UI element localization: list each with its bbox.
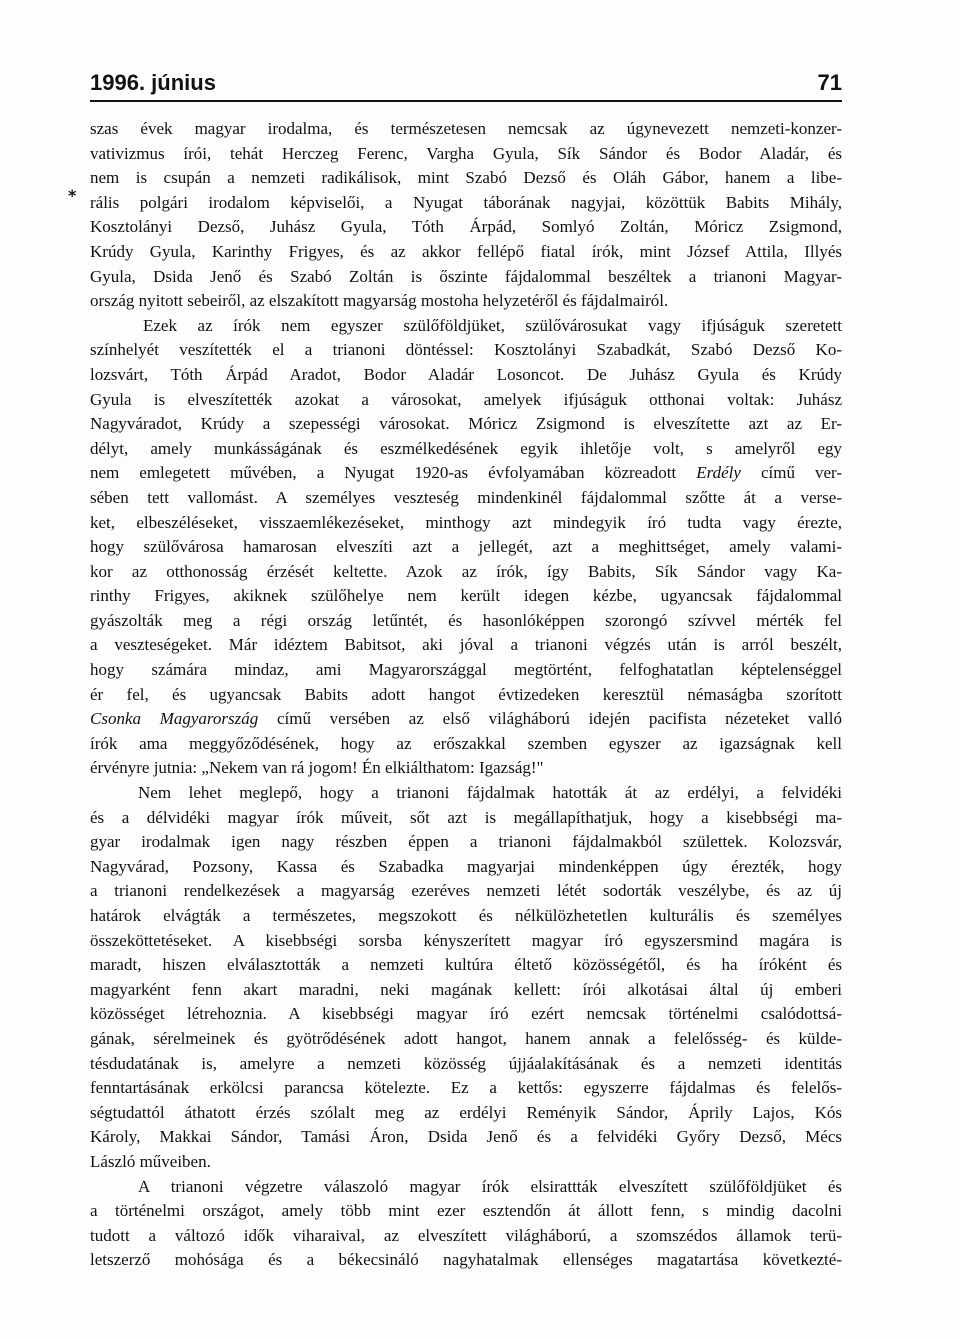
text-line: A trianoni végzetre válaszoló magyar írók elsirattták elveszített szülőföldjüket és xyxy=(138,1176,842,1196)
text-line: Károly, Makkai Sándor, Tamási Áron, Dsida Jenő és a felvidéki Győry Dezső, Mécs xyxy=(90,1127,842,1147)
text-line: határok elvágták a természetes, megszokott és nélkülözhetetlen kulturális és személyes xyxy=(90,906,842,925)
text-line: ket, elbeszéléseket, visszaemlékezéseket, minthogy azt mindegyik író tudta vagy érezte, xyxy=(90,512,842,532)
text-line: Krúdy Gyula, Karinthy Frigyes, és az akkor fellépő fiatal írók, mint József Attila, Illyés xyxy=(90,241,842,261)
text-line: fenntartásának erkölcsi parancsa kötelezte. Ez a kettős: egyszerre fájdalmas és felelős- xyxy=(90,1078,842,1098)
margin-mark: * xyxy=(68,186,77,205)
page-number: 71 xyxy=(817,70,842,95)
text-line: tésdudatának is, amelyre a nemzeti közösség újjáalakításának és a nemzeti identitás xyxy=(90,1053,842,1073)
text-line: Gyula is elveszítették azokat a városokat, amelyek ifjúságuk otthonai voltak: Juhász xyxy=(90,389,842,409)
text-line: kor az otthonosság érzését keltette. Azok az írók, így Babits, Sík Sándor vagy Ka- xyxy=(90,561,842,581)
body-text xyxy=(90,117,842,1273)
text-line: Nem lehet meglepő, hogy a trianoni fájdalmak hatották át az erdélyi, a felvidéki xyxy=(138,783,842,803)
text-line: a történelmi országot, amely több mint ezer esztendőn át állott fenn, s mindig dacolni xyxy=(90,1201,842,1221)
text-line: hogy számára mindaz, ami Magyarországgal megtörtént, felfoghatatlan képtelenséggel xyxy=(90,660,842,680)
text-line: nem emlegetett művében, a Nyugat 1920-as évfolyamában közreadott Erdély című ver- xyxy=(90,463,842,483)
text-line: maradt, hiszen elválasztották a nemzeti kultúra éltető közösségétől, és ha íróként és xyxy=(90,955,842,975)
text-line: színhelyét veszítették el a trianoni döntéssel: Kosztolányi Szabadkát, Szabó Dezső Ko- xyxy=(90,340,842,360)
text-line: Ezek az írók nem egyszer szülőföldjüket, szülővárosukat vagy ifjúságuk szeretett xyxy=(143,315,842,335)
text-line: László műveiben. xyxy=(90,1151,211,1171)
text-line: ország nyitott sebeiről, az elszakított magyarság mostoha helyzetéről és fájdalmairól. xyxy=(90,291,669,311)
page-header xyxy=(90,66,842,102)
text-line: közösséget létrehoznia. A kisebbségi magyar író ezért nemcsak történelmi csalódottsá- xyxy=(90,1004,842,1024)
text-line: Nagyvárad, Pozsony, Kassa és Szabadka magyarjai mindenképpen úgy érezték, hogy xyxy=(90,856,842,876)
text-line: a trianoni rendelkezések a magyarság ezeréves nemzeti létét sodorták veszélybe, és az új xyxy=(90,881,842,901)
text-line: ségtudattól áthatott érzés szólalt meg az erdélyi Reményik Sándor, Áprily Lajos, Kós xyxy=(90,1102,842,1122)
text-line: érvényre jutnia: „Nekem van rá jogom! Én elkiálthatom: Igazság!" xyxy=(90,758,544,778)
text-line: délyt, amely munkásságának és eszmélkedésének egyik ihletője volt, s amelyről egy xyxy=(90,438,842,458)
text-line: vativizmus írói, tehát Herczeg Ferenc, Vargha Gyula, Sík Sándor és Bodor Aladár, és xyxy=(90,143,842,163)
text-line: gának, sérelmeinek és gyötrődésének adott hangot, hanem annak a felelősség- és külde- xyxy=(90,1028,842,1048)
text-line: rinthy Frigyes, akiknek szülőhelye nem került idegen kézbe, ugyancsak fájdalommal xyxy=(90,586,842,606)
italic-title: Erdély xyxy=(696,463,741,483)
text-line: letszerző mohósága és a békecsináló nagyhatalmak ellenséges magatartása következté- xyxy=(90,1250,842,1270)
text-line: gyar irodalmak igen nagy részben éppen a trianoni fájdalmakból születtek. Kolozsvár, xyxy=(90,832,842,852)
text-line: Gyula, Dsida Jenő és Szabó Zoltán is őszinte fájdalommal beszéltek a trianoni Magyar- xyxy=(90,266,842,286)
text-line: nem is csupán a nemzeti radikálisok, mint Szabó Dezső és Oláh Gábor, hanem a libe- xyxy=(90,168,842,188)
text-line: hogy szülővárosa hamarosan elveszíti azt a jellegét, azt a meghittséget, amely valami- xyxy=(90,537,842,557)
text-line: összeköttetéseket. A kisebbségi sorsba kényszerített magyar író egyszersmind magára is xyxy=(90,930,842,950)
text-line: és a délvidéki magyar írók műveit, sőt azt is megállapíthatjuk, hogy a kisebbségi ma- xyxy=(90,807,842,827)
text-line: a veszteségeket. Már idéztem Babitsot, aki jóval a trianoni végzés után is arról beszélt, xyxy=(90,635,842,655)
text-line: írók ama meggyőződésének, hogy az erőszakkal szemben egyszer az igazságnak kell xyxy=(90,733,842,753)
italic-title: Csonka Magyarország xyxy=(90,709,259,729)
text-line: magyarként fenn akart maradni, neki magának kellett: írói alkotásai által új emberi xyxy=(90,979,842,999)
text-line: Nagyváradot, Krúdy a szepességi városokat. Móricz Zsigmond is elveszítette azt az Er- xyxy=(90,414,842,434)
text-line: lozsvárt, Tóth Árpád Aradot, Bodor Aladár Losoncot. De Juhász Gyula és Krúdy xyxy=(90,364,842,384)
text-line: gyászolták meg a régi ország letűntét, és hasonlóképpen szorongó szívvel mérték fel xyxy=(90,610,842,630)
text-line: ér fel, és ugyancsak Babits adott hangot évtizedeken keresztül némaságba szorított xyxy=(90,684,842,704)
text-line: Kosztolányi Dezső, Juhász Gyula, Tóth Árpád, Somlyó Zoltán, Móricz Zsigmond, xyxy=(90,217,842,237)
text-line: szas évek magyar irodalma, és természetesen nemcsak az úgynevezett nemzeti-konzer- xyxy=(90,119,842,138)
text-line: tudott a változó idők viharaival, az elveszített világháború, a szomszédos államok terü- xyxy=(90,1225,842,1245)
header-date: 1996. június xyxy=(90,70,216,95)
text-line: rális polgári irodalom képviselői, a Nyugat táborának nagyjai, közöttük Babits Mihály, xyxy=(90,192,842,212)
text-line: Csonka Magyarország című versében az első világháború idején pacifista nézeteket valló xyxy=(90,709,842,729)
text-line: sében tett vallomást. A személyes veszteség mindenkinél fájdalommal szőtte át a verse- xyxy=(90,487,842,507)
